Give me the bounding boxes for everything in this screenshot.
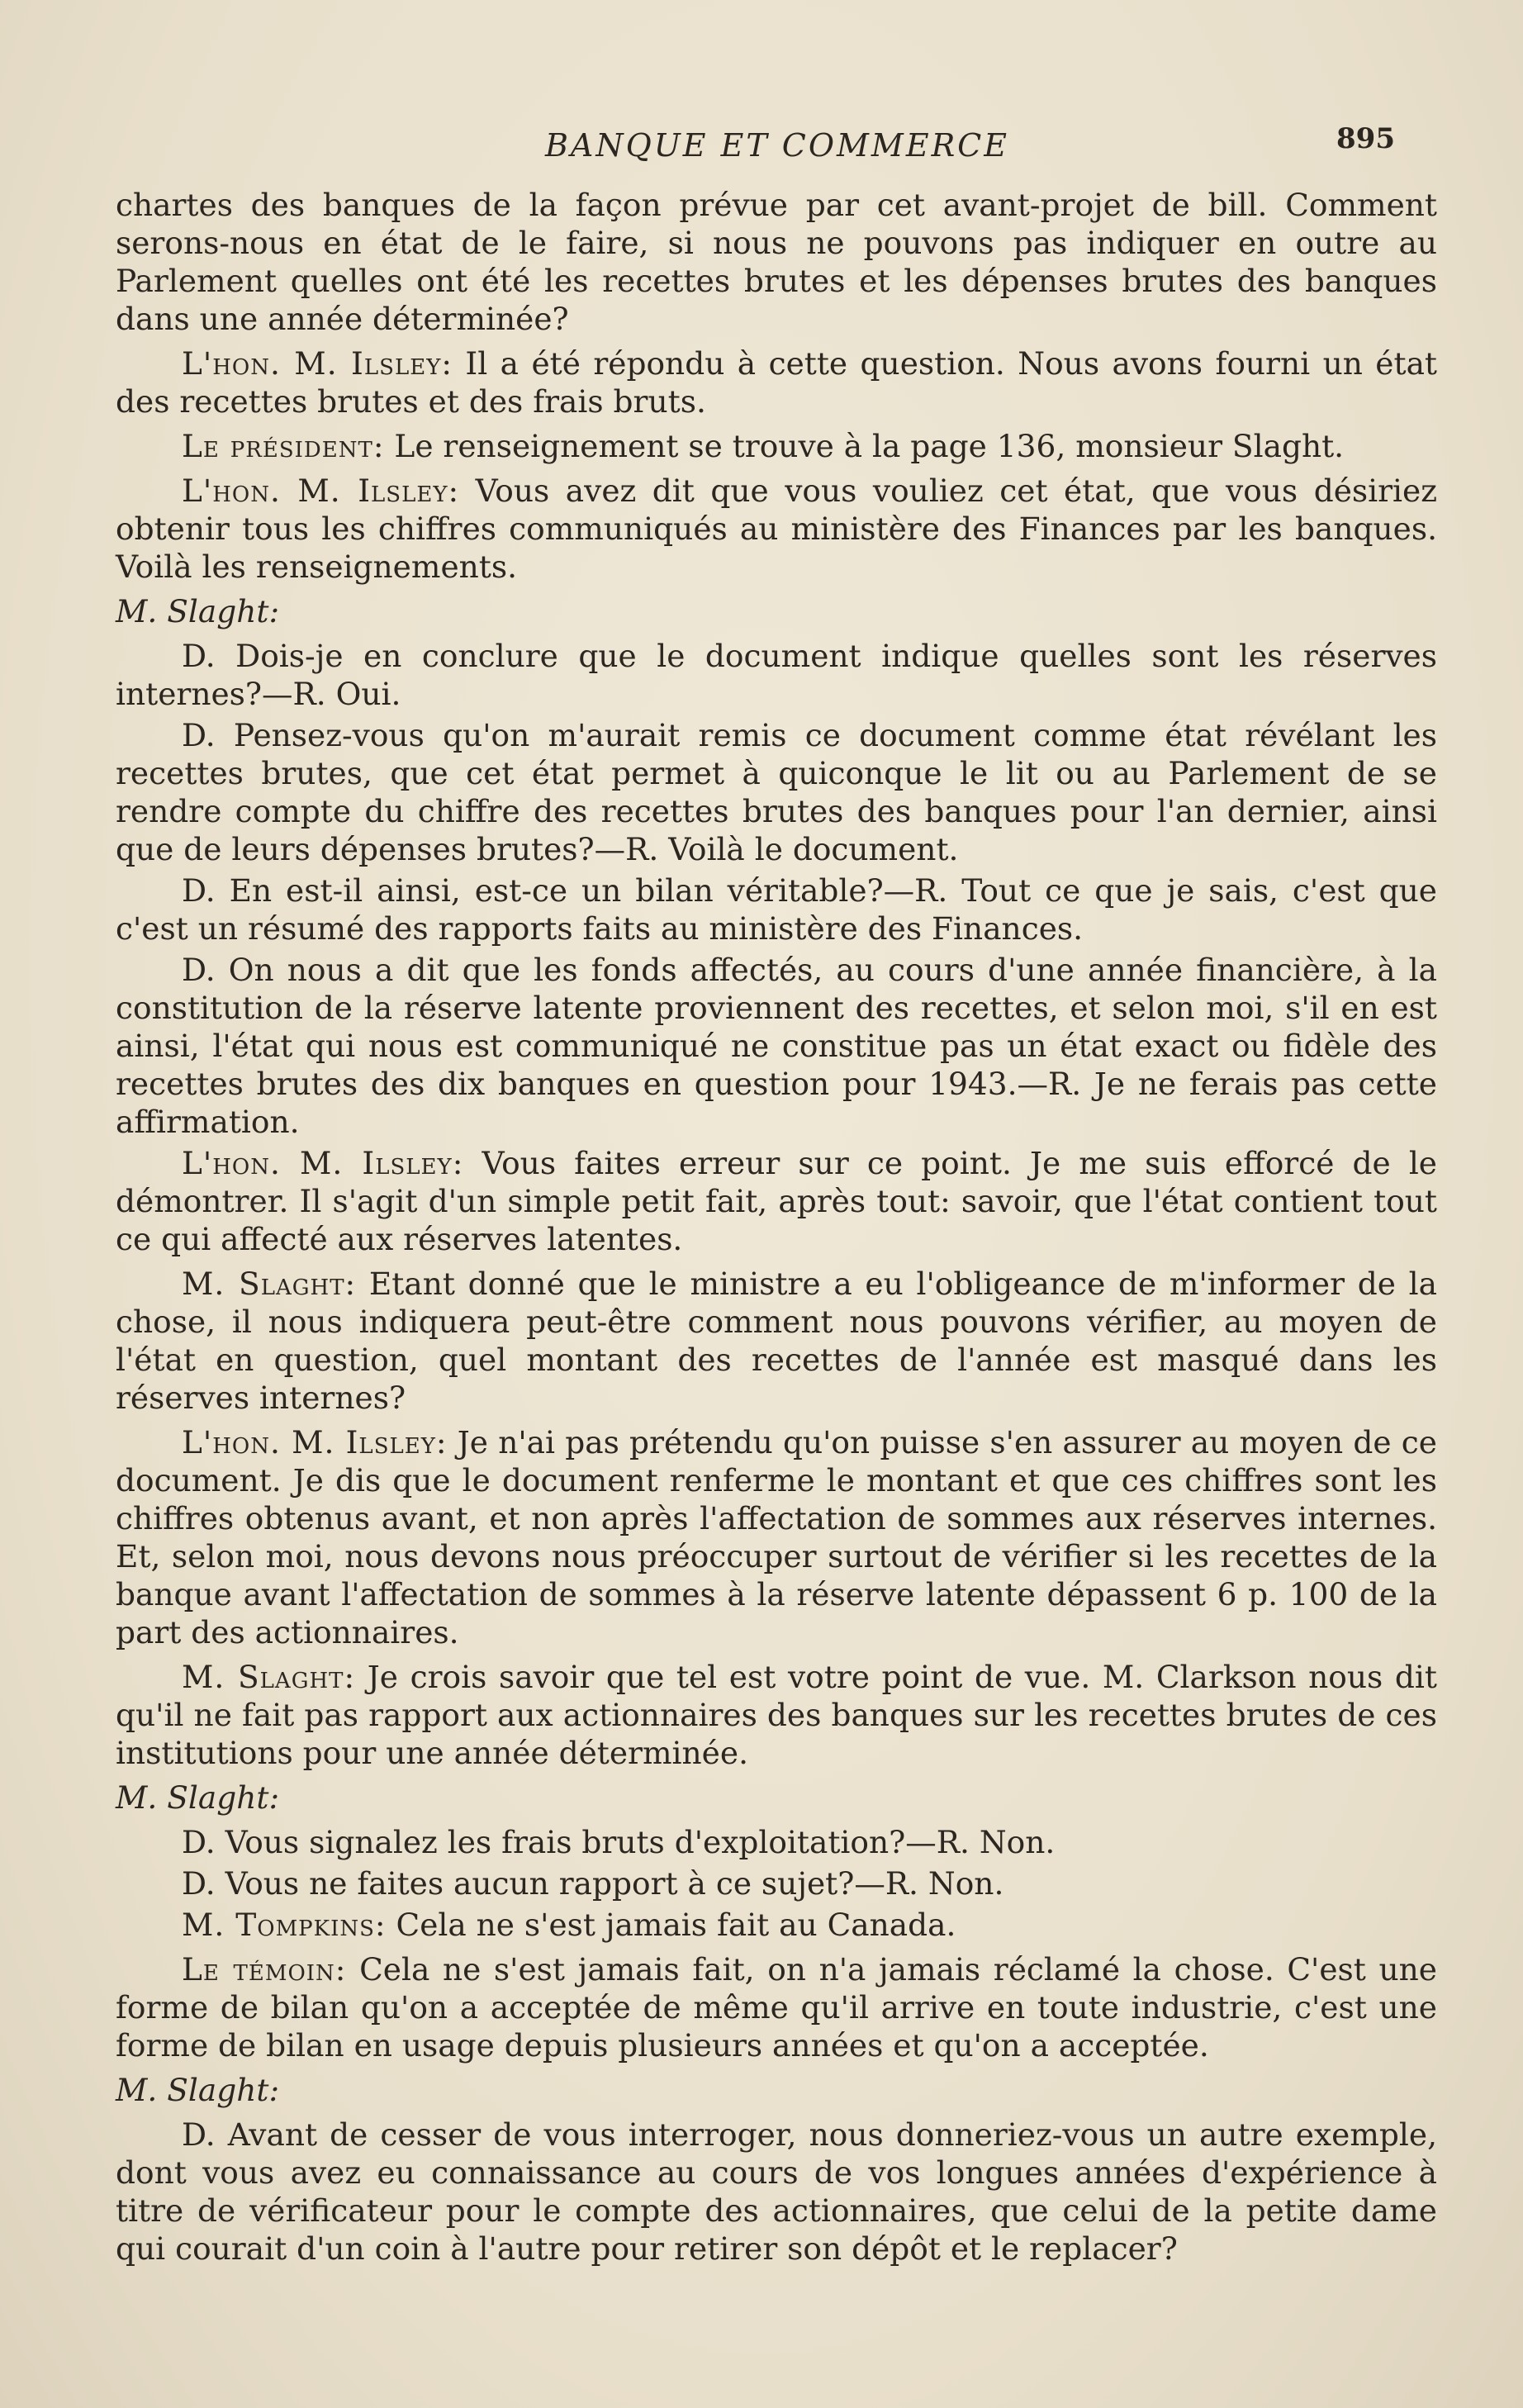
speaker-name: M. Slaght: [182,1266,357,1302]
running-title: BANQUE ET COMMERCE [545,127,1009,164]
paragraph: L'hon. M. Ilsley: Vous faites erreur sur ce point. Je me suis efforcé de le démontrer. Il s'agit d'un simple petit fait, après tout: savoir, que l'état contient tout ce qui affecté aux réserves latentes. [116,1145,1438,1257]
speaker-name: Le président: [182,428,385,464]
paragraph: M. Slaght: Etant donné que le ministre a eu l'obligeance de m'informer de la chose, il nous indiquera peut-être comment nous pouvons vérifier, au moyen de l'état en question, quel montant des recettes de l'année est masqué dans les réserves internes? [116,1266,1437,1416]
question-answer: D. En est-il ainsi, est-ce un bilan véritable?—R. Tout ce que je sais, c'est que c'est un résumé des rapports faits au ministère des Finances. [116,872,1437,947]
paragraph: L'hon. M. Ilsley: Vous avez dit que vous vouliez cet état, que vous désiriez obtenir tous les chiffres communiqués au ministère des Finances par les banques. Voilà les renseignements. [116,473,1437,585]
paragraph: L'hon. M. Ilsley: Il a été répondu à cette question. Nous avons fourni un état des recettes brutes et des frais bruts. [116,345,1437,420]
paragraph: Le président: Le renseignement se trouve à la page 136, monsieur Slaght. [182,428,1345,464]
paragraph: L'hon. M. Ilsley: Je n'ai pas prétendu qu'on puisse s'en assurer au moyen de ce document. Je dis que le document renferme le montant et que ces chiffres sont les chiffres obtenus avant, et non après l'affectation de sommes aux réserves internes. Et, selon moi, nous devons nous préoccuper surtout de vérifier si les recettes de la banque avant l'affectation de sommes à la réserve latente dépassent 6 p. 100 de la part des actionnaires. [116,1424,1437,1650]
body-text [116,186,1437,2271]
question-answer: D. Vous signalez les frais bruts d'exploitation?—R. Non. [182,1824,1056,1860]
section-speaker-heading: M. Slaght: [116,593,280,629]
question-answer: D. On nous a dit que les fonds affectés, au cours d'une année financière, à la constitution de la réserve latente proviennent des recettes, et selon moi, s'il en est ainsi, l'état qui nous est communiqué ne constitue pas un état exact ou fidèle des recettes brutes des dix banques en question pour 1943.—R. Je ne ferais pas cette affirmation. [116,952,1437,1140]
page-number: 895 [1336,122,1395,155]
question-answer: D. Avant de cesser de vous interroger, nous donneriez-vous un autre exemple, dont vous avez eu connaissance au cours de vos longues années d'expérience à titre de vérificateur pour le compte des actionnaires, que celui de la petite dame qui courait d'un coin à l'autre pour retirer son dépôt et le replacer? [116,2116,1437,2267]
paragraph: M. Tompkins: Cela ne s'est jamais fait au Canada. [182,1907,956,1943]
section-speaker-heading: M. Slaght: [116,1779,280,1816]
speaker-name: Le témoin: [182,1951,347,1988]
speaker-name: L'hon. M. Ilsley: [182,1424,448,1460]
page-header [0,122,1523,172]
paragraph: M. Slaght: Je crois savoir que tel est votre point de vue. M. Clarkson nous dit qu'il ne fait pas rapport aux actionnaires des banques sur les recettes brutes de ces institutions pour une année déterminée. [116,1659,1437,1771]
question-answer: D. Dois-je en conclure que le document indique quelles sont les réserves internes?—R. Oui. [116,638,1437,712]
speaker-name: L'hon. M. Ilsley: [182,473,460,509]
speaker-name: M. Slaght: [182,1659,356,1695]
paragraph: chartes des banques de la façon prévue par cet avant-projet de bill. Comment serons-nous en état de le faire, si nous ne pouvons pas indiquer en outre au Parlement quelles ont été les recettes brutes et les dépenses brutes des banques dans une année déterminée? [116,187,1437,337]
speaker-name: L'hon. M. Ilsley: [182,345,453,382]
paragraph: Le témoin: Cela ne s'est jamais fait, on n'a jamais réclamé la chose. C'est une forme de bilan qu'on a acceptée de même qu'il arrive en toute industrie, c'est une forme de bilan en usage depuis plusieurs années et qu'on a acceptée. [116,1951,1438,2064]
question-answer: D. Vous ne faites aucun rapport à ce sujet?—R. Non. [182,1865,1004,1902]
section-speaker-heading: M. Slaght: [116,2072,280,2108]
speaker-name: M. Tompkins: [182,1907,387,1943]
speaker-name: L'hon. M. Ilsley: [182,1145,464,1181]
question-answer: D. Pensez-vous qu'on m'aurait remis ce document comme état révélant les recettes brutes, que cet état permet à quiconque le lit ou au Parlement de se rendre compte du chiffre des recettes brutes des banques pour l'an dernier, ainsi que de leurs dépenses brutes?—R. Voilà le document. [116,717,1437,867]
